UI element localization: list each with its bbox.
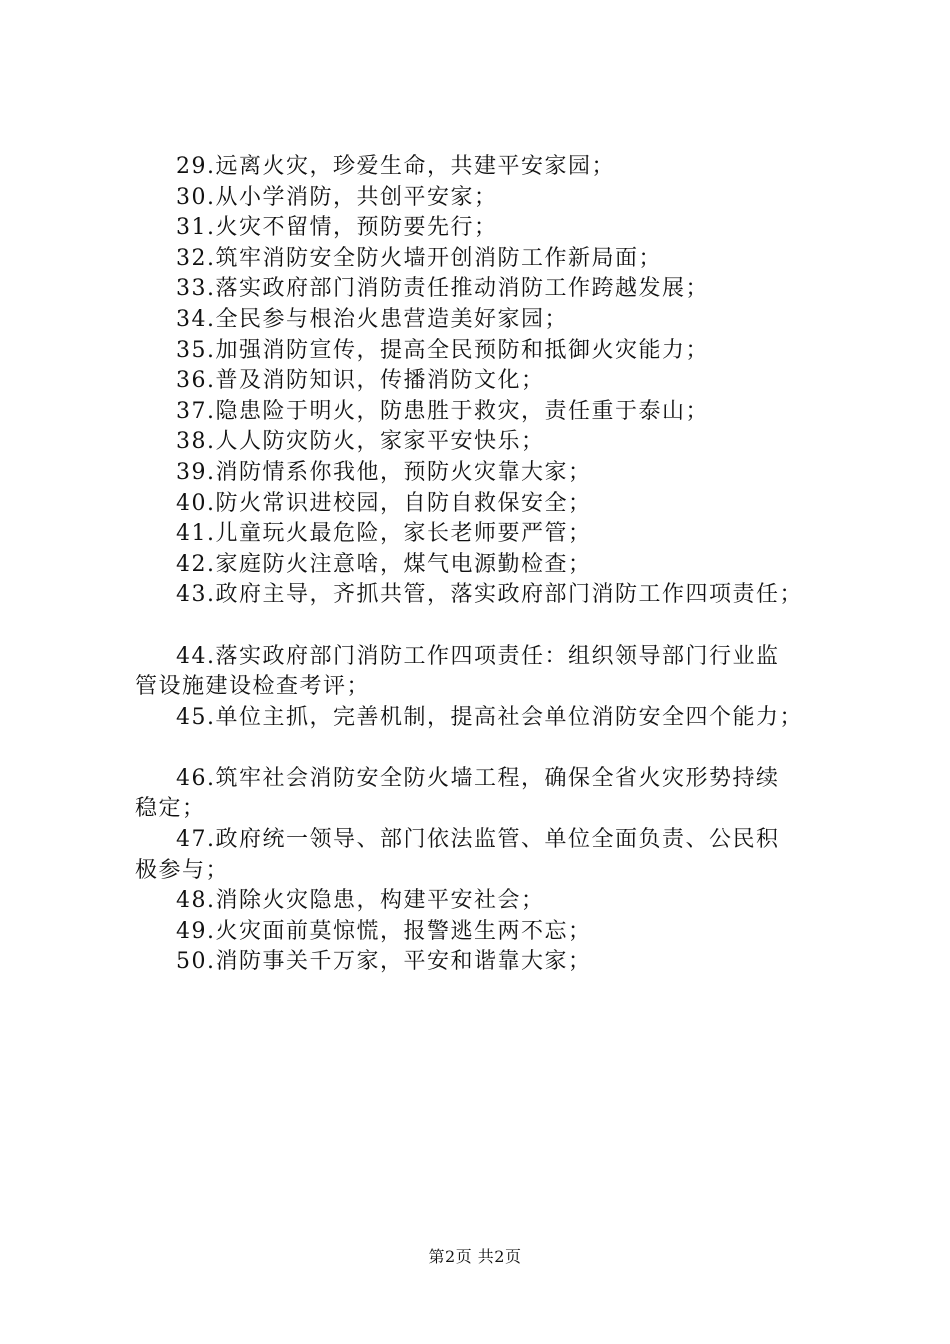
list-item: 35.加强消防宣传，提高全民预防和抵御火灾能力； bbox=[176, 337, 709, 363]
list-item: 48.消除火灾隐患，构建平安社会； bbox=[176, 888, 545, 914]
list-item: 40.防火常识进校园，自防自救保安全； bbox=[176, 490, 592, 516]
list-item: 37.隐患险于明火，防患胜于救灾，责任重于泰山； bbox=[176, 398, 709, 424]
list-item-continuation: 管设施建设检查考评； bbox=[135, 674, 371, 700]
list-item: 32.筑牢消防安全防火墙开创消防工作新局面； bbox=[176, 245, 662, 271]
list-item-first-line: 47.政府统一领导、部门依法监管、单位全面负责、公民积 bbox=[176, 827, 780, 853]
list-item: 42.家庭防火注意啥，煤气电源勤检查； bbox=[176, 551, 592, 577]
list-item: 36.普及消防知识，传播消防文化； bbox=[176, 368, 545, 394]
list-item-continuation: 稳定； bbox=[135, 796, 206, 822]
list-item: 39.消防情系你我他，预防火灾靠大家； bbox=[176, 459, 592, 485]
page-footer: 第2页 共2页 bbox=[428, 1247, 522, 1266]
list-item-first-line: 44.落实政府部门消防工作四项责任：组织领导部门行业监 bbox=[176, 643, 780, 669]
list-item: 29.远离火灾，珍爱生命，共建平安家园； bbox=[176, 154, 615, 179]
list-item: 45.单位主抓，完善机制，提高社会单位消防安全四个能力； bbox=[176, 704, 803, 730]
list-item: 49.火灾面前莫惊慌，报警逃生两不忘； bbox=[176, 918, 592, 944]
paragraph-gap bbox=[135, 733, 847, 764]
list-item: 41.儿童玩火最危险，家长老师要严管； bbox=[176, 521, 592, 547]
list-item: 33.落实政府部门消防责任推动消防工作跨越发展； bbox=[176, 276, 709, 302]
list-item: 38.人人防灾防火，家家平安快乐； bbox=[176, 429, 545, 455]
list-item: 43.政府主导，齐抓共管，落实政府部门消防工作四项责任； bbox=[176, 582, 803, 608]
paragraph-gap bbox=[135, 611, 847, 642]
list-item: 31.火灾不留情，预防要先行； bbox=[176, 215, 498, 241]
list-item: 30.从小学消防，共创平安家； bbox=[176, 184, 498, 210]
list-item-continuation: 极参与； bbox=[135, 857, 230, 883]
list-item-first-line: 46.筑牢社会消防安全防火墙工程，确保全省火灾形势持续 bbox=[176, 765, 780, 791]
list-item: 34.全民参与根治火患营造美好家园； bbox=[176, 306, 568, 332]
list-item: 50.消防事关千万家，平安和谐靠大家； bbox=[176, 949, 592, 975]
slogan-list bbox=[135, 152, 847, 978]
